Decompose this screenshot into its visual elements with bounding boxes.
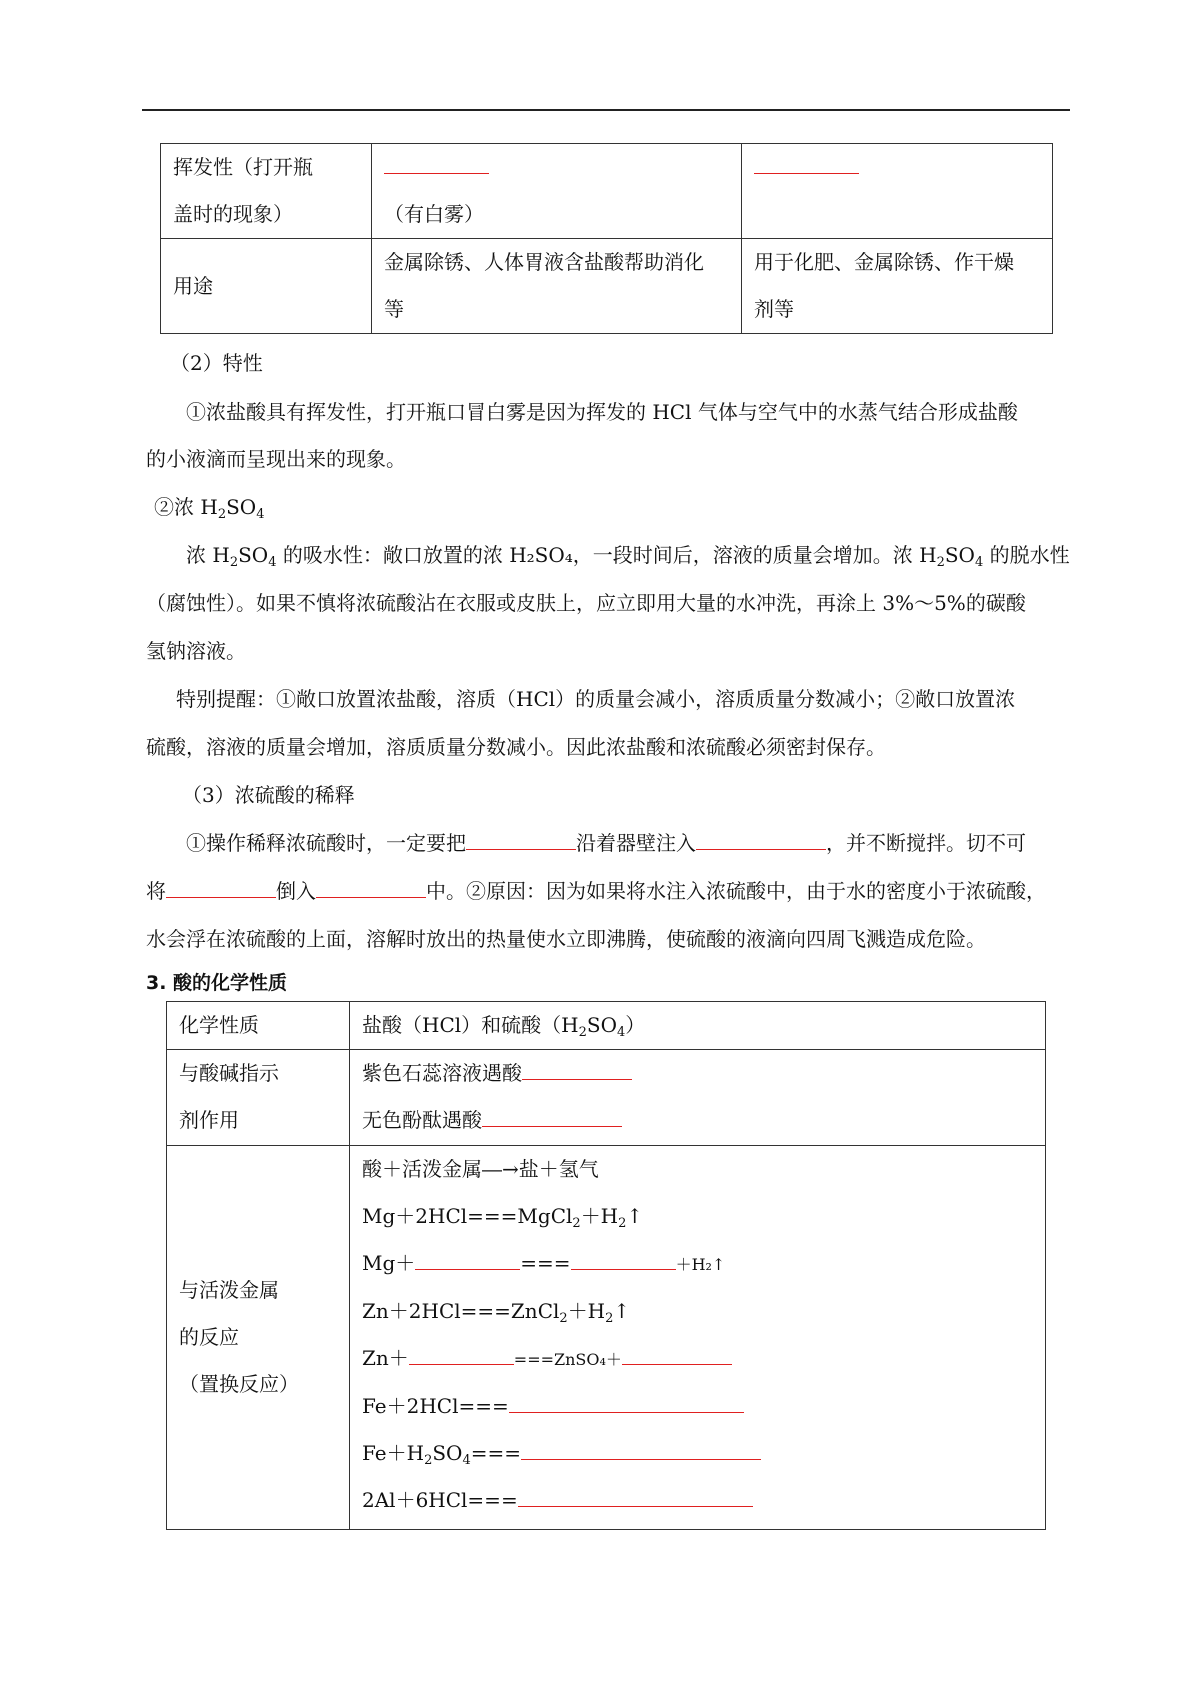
metal-label-3: （置换反应） <box>179 1372 299 1396</box>
blank-mg-reactant[interactable] <box>415 1249 520 1270</box>
h2so4-usage-1: 用于化肥、金属除锈、作干燥 <box>754 250 1014 274</box>
sec2-p2-line1: 浓 $H_2SO_4$ 的吸水性：敞口放置的浓 H₂SO₄，一段时间后，溶液的质量会增加。浓 $H_2SO_4$ 的脱水性 <box>186 543 1070 570</box>
acid-properties-table <box>160 143 1053 334</box>
section-3-title: 3. 酸的化学性质 <box>146 972 288 994</box>
equation-mg-hcl: $Mg+2HCl===MgCl_2+H_2↑$ <box>362 1204 644 1231</box>
sec2-p3-line1: 特别提醒：①敞口放置浓盐酸，溶质（HCl）的质量会减小，溶质质量分数减小；②敞口放置浓 <box>176 687 1016 711</box>
general-reaction: 酸＋活泼金属―→盐＋氢气 <box>362 1157 599 1181</box>
metal-reactions-cell <box>350 1146 1046 1530</box>
usage-label: 用途 <box>161 239 372 334</box>
hcl-usage-2: 等 <box>384 297 404 321</box>
blank-dilute-1[interactable] <box>466 829 576 850</box>
equation-zn-h2so4: Zn＋ ===ZnSO₄＋ <box>362 1335 1033 1383</box>
blank-fe-h2so4[interactable] <box>521 1439 761 1460</box>
header-property: 化学性质 <box>167 1002 350 1050</box>
sec3-line1: ①操作稀释浓硫酸时，一定要把 沿着器壁注入 ，并不断搅拌。切不可 <box>186 831 1026 855</box>
hcl-volatility-note: （有白雾） <box>384 202 484 226</box>
indicator-cell <box>350 1050 1046 1146</box>
indicator-label-1: 与酸碱指示 <box>179 1061 279 1085</box>
sec3-line2: 将 倒入 中。②原因：因为如果将水注入浓硫酸中，由于水的密度小于浓硫酸， <box>146 879 1046 903</box>
blank-al-hcl[interactable] <box>518 1486 753 1507</box>
indicator-label-2: 剂作用 <box>179 1108 239 1132</box>
metal-label-cell <box>167 1146 350 1530</box>
sec2-p1-line1: ①浓盐酸具有挥发性，打开瓶口冒白雾是因为挥发的 HCl 气体与空气中的水蒸气结合形成盐酸 <box>186 400 1018 424</box>
sec2-p1-line2: 的小液滴而呈现出来的现象。 <box>146 447 406 471</box>
metal-label-1: 与活泼金属 <box>179 1278 279 1302</box>
hcl-usage-cell <box>372 239 742 334</box>
blank-dilute-2[interactable] <box>696 829 826 850</box>
blank-dilute-3[interactable] <box>166 877 276 898</box>
volatility-label-2: 盖时的现象） <box>173 202 293 226</box>
blank-hcl-volatility[interactable] <box>384 153 489 174</box>
blank-phenolphthalein[interactable] <box>482 1106 622 1127</box>
metal-label-2: 的反应 <box>179 1325 239 1349</box>
volatility-label-cell <box>161 144 372 239</box>
section-2-heading: （2）特性 <box>170 351 263 375</box>
h2so4-usage-2: 剂等 <box>754 297 794 321</box>
equation-fe-h2so4: $Fe+H_2SO_4===$ <box>362 1430 1033 1477</box>
hcl-volatility-cell <box>372 144 742 239</box>
hcl-usage-1: 金属除锈、人体胃液含盐酸帮助消化 <box>384 250 704 274</box>
equation-fe-hcl: Fe＋2HCl=== <box>362 1383 1033 1430</box>
sec2-sub-heading: ②浓 $H_2SO_4$ <box>154 495 265 522</box>
h2so4-usage-cell <box>742 239 1053 334</box>
blank-fe-hcl[interactable] <box>509 1392 744 1413</box>
blank-zn-product[interactable] <box>622 1344 732 1365</box>
sec2-p2-line3: 氢钠溶液。 <box>146 639 246 663</box>
equation-mg-h2so4: Mg＋ === ＋H₂↑ <box>362 1251 726 1275</box>
acid-chemistry-table <box>166 1001 1046 1530</box>
sec2-p2-line2: （腐蚀性）。如果不慎将浓硫酸沾在衣服或皮肤上，应立即用大量的水冲洗，再涂上 3%～5%的碳酸 <box>146 591 1026 615</box>
header-rule <box>142 109 1070 111</box>
h2so4-volatility-cell <box>742 144 1053 239</box>
equation-al-hcl: 2Al＋6HCl=== <box>362 1477 1033 1524</box>
sec2-p3-line2: 硫酸，溶液的质量会增加，溶质质量分数减小。因此浓盐酸和浓硫酸必须密封保存。 <box>146 735 886 759</box>
blank-h2so4-volatility[interactable] <box>754 153 859 174</box>
section-3-heading: （3）浓硫酸的稀释 <box>182 783 355 807</box>
indicator-label-cell <box>167 1050 350 1146</box>
equation-zn-hcl: $Zn+2HCl===ZnCl_2+H_2↑$ <box>362 1299 631 1326</box>
blank-litmus[interactable] <box>522 1059 632 1080</box>
blank-dilute-4[interactable] <box>316 877 426 898</box>
blank-zn-reactant[interactable] <box>409 1344 514 1365</box>
header-acids: 盐酸（HCl）和硫酸$(H_2SO_4)$ <box>350 1002 1046 1050</box>
sec3-line3: 水会浮在浓硫酸的上面，溶解时放出的热量使水立即沸腾，使硫酸的液滴向四周飞溅造成危险。 <box>146 927 986 951</box>
blank-mg-product[interactable] <box>571 1249 676 1270</box>
volatility-label-1: 挥发性（打开瓶 <box>173 155 313 179</box>
litmus-line: 紫色石蕊溶液遇酸 <box>362 1050 1033 1097</box>
phenolphthalein-line: 无色酚酞遇酸 <box>362 1097 1033 1144</box>
